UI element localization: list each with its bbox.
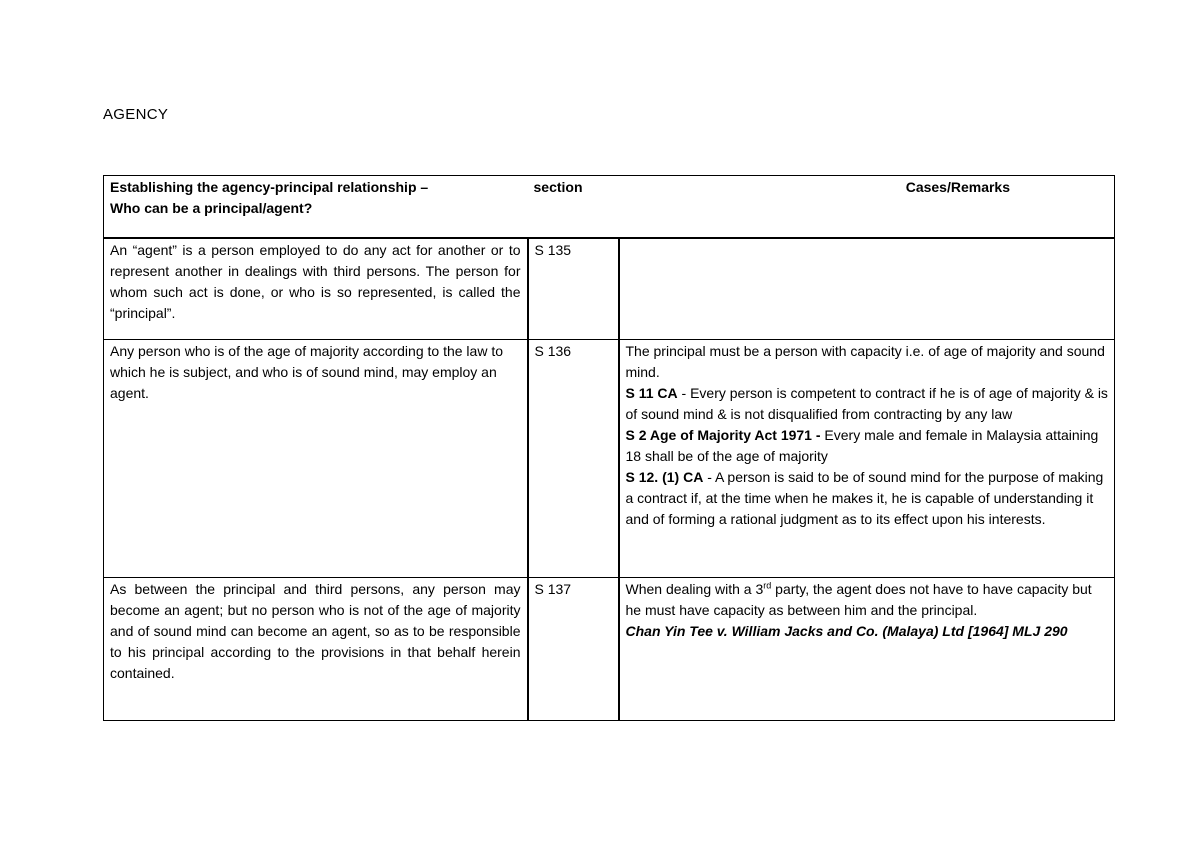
section-cell: S 137 [528, 578, 619, 721]
table-row [104, 578, 1115, 721]
s2-label: S 2 Age of Majority Act 1971 - [625, 427, 821, 443]
table-header-row [104, 176, 1115, 239]
header-relationship-line2: Who can be a principal/agent? [110, 200, 313, 216]
provision-cell: An “agent” is a person employed to do any act for another or to represent another in dealings with third persons. The person for whom such act is done, or who is so represented, is called the “principal”. [104, 238, 528, 340]
header-relationship-line1: Establishing the agency-principal relationship – [110, 179, 429, 195]
table-row [104, 340, 1115, 578]
s11-label: S 11 CA [625, 385, 678, 401]
agency-table [103, 175, 1115, 721]
s2-text: Every male and female in Malaysia attaining 18 shall be of the age of majority [625, 427, 1099, 464]
document-title: AGENCY [103, 106, 169, 123]
table-row [104, 238, 1115, 340]
provision-cell: As between the principal and third persons, any person may become an agent; but no person who is not of the age of majority and of sound mind can become an agent, so as to be responsible to his principal according to the provisions in that behalf herein contained. [104, 578, 528, 721]
header-remarks: Cases/Remarks [619, 176, 1115, 239]
remarks-cell [619, 578, 1115, 721]
s12-label: S 12. (1) CA [625, 469, 704, 485]
header-relationship [104, 176, 528, 239]
remarks-cell [619, 238, 1115, 340]
section-cell: S 135 [528, 238, 619, 340]
remarks-intro: The principal must be a person with capacity i.e. of age of majority and sound mind. [625, 343, 1105, 380]
section-cell: S 136 [528, 340, 619, 578]
header-section: section [528, 176, 619, 239]
remarks-cell [619, 340, 1115, 578]
remarks-text-after: party, the agent does not have to have capacity but he must have capacity as between him and the principal. [625, 581, 1092, 618]
remarks-text-before: When dealing with a 3 [625, 581, 764, 597]
remarks-superscript: rd [763, 580, 772, 591]
provision-cell: Any person who is of the age of majority according to the law to which he is subject, and who is of sound mind, may employ an agent. [104, 340, 528, 578]
s11-text: - Every person is competent to contract if he is of age of majority & is of sound mind & is not disqualified from contracting by any law [625, 385, 1108, 422]
s12-text: - A person is said to be of sound mind for the purpose of making a contract if, at the time when he makes it, he is capable of understanding it and of forming a rational judgment as to its effect upon his interests. [625, 469, 1104, 527]
case-citation: Chan Yin Tee v. William Jacks and Co. (Malaya) Ltd [1964] MLJ 290 [625, 623, 1068, 639]
